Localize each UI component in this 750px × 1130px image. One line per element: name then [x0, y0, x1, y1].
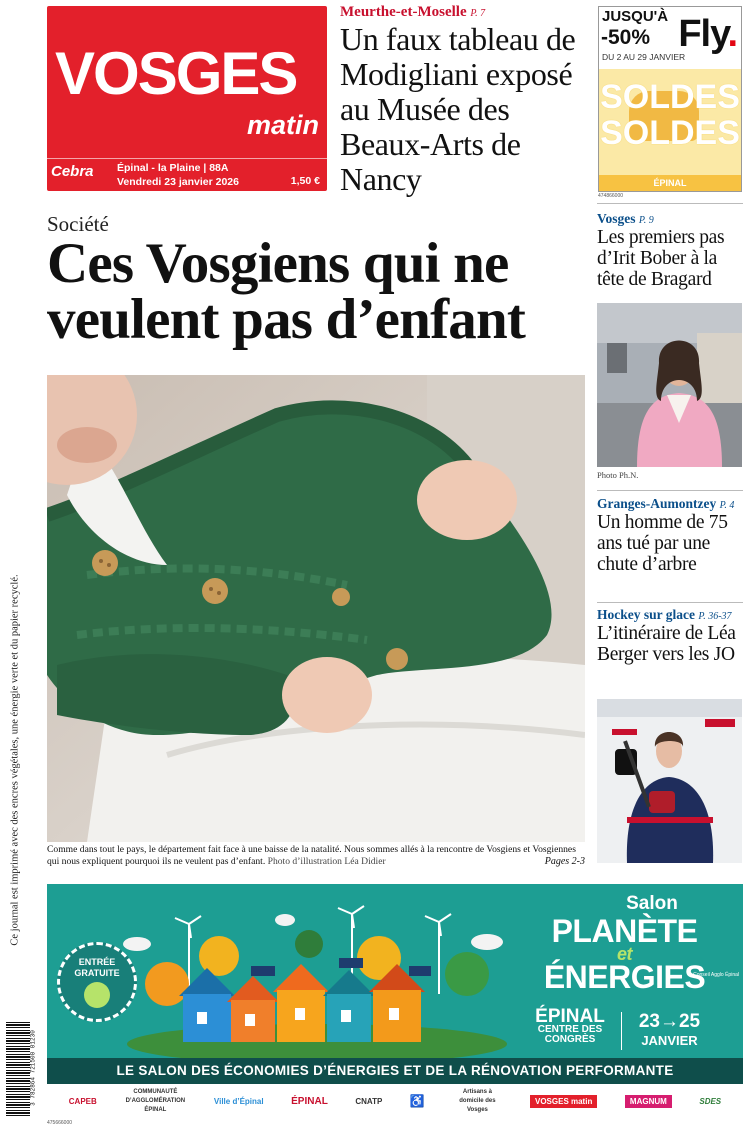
story-kicker: Vosges P. 9 [597, 211, 654, 226]
partner-logo: Cebra [51, 163, 94, 180]
story-headline[interactable]: Un homme de 75 ans tué par une chute d’arbre [597, 512, 728, 575]
sun-icon [84, 982, 110, 1008]
column-divider [597, 490, 743, 491]
column-divider [597, 602, 743, 603]
planete-energies-ad[interactable] [47, 884, 743, 1118]
ad-tagline: LE SALON DES ÉCONOMIES D’ÉNERGIES ET DE LA RÉNOVATION PERFORMANTE [47, 1058, 743, 1084]
story-vosges[interactable] [597, 211, 745, 290]
ad-sale-dates: DU 2 AU 29 JANVIER [602, 52, 686, 62]
ad-code: 475666000 [47, 1120, 73, 1126]
sponsor-epinal: ÉPINAL [291, 1095, 328, 1107]
page-ref: P. 7 [470, 8, 486, 19]
issue-price: 1,50 € [290, 175, 320, 187]
ad-store-city: ÉPINAL [599, 175, 741, 191]
lead-page-ref: Pages 2-3 [544, 856, 585, 867]
soldes-banner: SOLDES SOLDES [600, 78, 740, 152]
lead-caption [47, 844, 585, 868]
story-hockey[interactable] [597, 607, 745, 665]
free-entry-badge: ENTRÉE GRATUITE [57, 942, 137, 1022]
ad-salon-label: Salon [626, 893, 678, 914]
caption-text: Comme dans tout le pays, le département fait face à une baisse de la natalité. Nous sommes allés à la rencontre de Vosgiens et Vosgiennes qui nous expliquent pourquoi ils ne veulent pas d’enfant. [47, 844, 576, 867]
sponsor-capeb: CAPEB [68, 1096, 97, 1106]
masthead-divider [47, 158, 327, 159]
top-story-headline[interactable]: Un faux tableau de Modigliani exposé au Musée des Beaux-Arts de Nancy [340, 21, 576, 197]
photo-lea-berger[interactable] [597, 699, 742, 863]
ad-side-code: Conseil Agglo Épinal [693, 972, 739, 978]
sponsor-cnatp: CNATP [355, 1096, 383, 1106]
baby-illustration [47, 375, 585, 842]
masthead[interactable] [47, 6, 327, 191]
sponsor-vosges-matin: VOSGES matin [530, 1095, 597, 1108]
sponsor-ville: Ville d’Épinal [213, 1096, 264, 1106]
hockey-player-illustration [597, 699, 742, 863]
sponsor-sdes: SDES [699, 1096, 722, 1106]
sponsor-artisans: Artisans à domicile des Vosges [459, 1088, 496, 1113]
issue-date: Vendredi 23 janvier 2026 [117, 176, 239, 188]
eco-printing-note: Ce journal est imprimé avec des encres végétales, une énergie verte et du papier recyclé. [9, 574, 21, 946]
story-kicker: Hockey sur glace P. 36-37 [597, 607, 732, 622]
sponsor-agglo: COMMUNAUTÉ D’AGGLOMÉRATION ÉPINAL [125, 1088, 186, 1113]
lead-rubric: Société [47, 212, 109, 236]
kicker-label: Meurthe-et-Moselle [340, 4, 467, 20]
barcode-number: 3 782864 721500 01230 [29, 1030, 37, 1106]
story-headline[interactable]: Les premiers pas d’Irit Bober à la tête de Bragard [597, 227, 725, 290]
ad-event-title: PLANÈTE et ÉNERGIES [543, 913, 706, 995]
sponsor-magnum: MAGNUM [625, 1095, 672, 1108]
photo-credit: Photo Ph.N. [597, 470, 639, 480]
fly-logo: Fly. [678, 13, 737, 55]
lead-headline[interactable]: Ces Vosgiens qui ne veulent pas d’enfant [47, 232, 526, 351]
ad-code: 474866000 [598, 193, 624, 199]
ad-discount-prefix: JUSQU'À [602, 8, 669, 25]
ad-discount-value: -50% [601, 26, 651, 49]
story-kicker: Granges-Aumontzey P. 4 [597, 496, 735, 511]
photo-credit: Photo d’illustration Léa Didier [267, 856, 386, 867]
ad-dates: 23→25 JANVIER [621, 1012, 717, 1050]
fly-sales-ad[interactable] [598, 6, 742, 192]
top-story[interactable] [340, 4, 590, 197]
portrait-illustration [597, 303, 742, 467]
newspaper-logo: VOSGES [55, 40, 297, 107]
column-divider [597, 203, 743, 204]
story-granges[interactable] [597, 496, 745, 575]
edition-info [117, 161, 239, 189]
edition-name: Épinal - la Plaine | 88A [117, 162, 229, 174]
newspaper-logo-sub: matin [246, 110, 319, 140]
barcode [6, 1020, 30, 1116]
ad-venue: ÉPINAL CENTRE DES CONGRÈS [535, 1006, 605, 1045]
sponsor-logos [47, 1084, 743, 1118]
top-story-kicker [340, 4, 590, 21]
photo-irit-bober[interactable] [597, 303, 742, 467]
lead-photo-baby[interactable] [47, 375, 585, 842]
accessibility-icon: ♿ [409, 1093, 425, 1108]
story-headline[interactable]: L’itinéraire de Léa Berger vers les JO [597, 623, 736, 665]
